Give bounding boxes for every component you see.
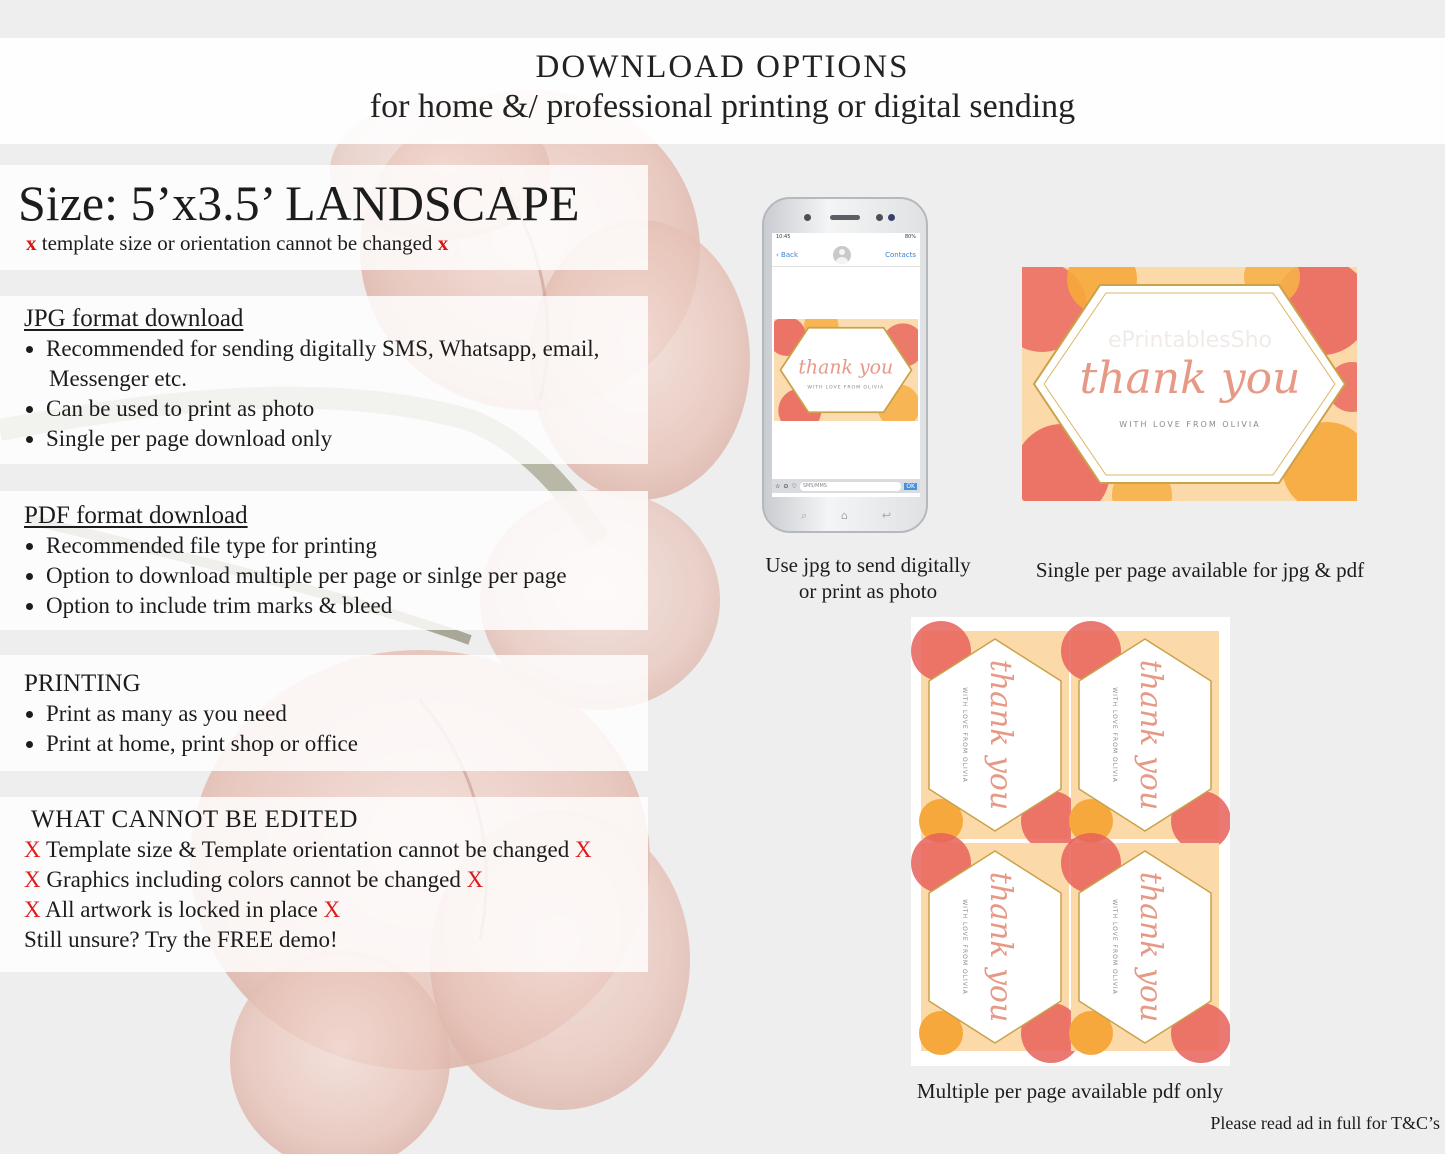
message-input-bar [772, 479, 920, 493]
bullet-icon [26, 573, 33, 580]
printing-section-title: PRINTING [24, 670, 141, 697]
single-card-preview [1022, 267, 1357, 501]
status-battery: 80% [904, 234, 916, 240]
x-icon: X [323, 897, 341, 922]
x-icon: X [24, 897, 41, 922]
list-item: Can be used to print as photo [24, 394, 648, 424]
list-item: Single per page download only [24, 424, 648, 454]
card-script-text: thank you [1079, 353, 1301, 404]
apps-button-icon[interactable]: ⊙ [783, 482, 789, 490]
size-title: Size: 5’x3.5’ LANDSCAPE [18, 175, 580, 231]
camera-button-icon[interactable]: ☆ [775, 482, 781, 490]
bullet-icon [26, 711, 33, 718]
list-item: Print as many as you need [24, 699, 648, 729]
pdf-feature-list [24, 531, 648, 621]
free-demo-note: Still unsure? Try the FREE demo! [24, 927, 338, 952]
list-item: Recommended for sending digitally SMS, Whatsapp, email, [24, 334, 648, 364]
watermark-text: ePrintablesSho [1107, 328, 1273, 353]
phone-bottom-icons [784, 509, 908, 523]
sensor-icon [876, 214, 883, 221]
ok-button[interactable]: OK [906, 482, 915, 490]
x-icon: X [574, 837, 592, 862]
bullet-icon [26, 741, 33, 748]
message-input[interactable]: SMS/MMS [800, 482, 902, 491]
x-icon: X [24, 837, 41, 862]
multi-card-grid [911, 617, 1230, 1066]
home-icon: ⌂ [840, 509, 848, 522]
card-sub-text: WITH LOVE FROM OLIVIA [1119, 420, 1261, 429]
size-note-text: template size or orientation cannot be changed [41, 231, 433, 255]
cannot-edit-panel [0, 797, 648, 972]
search-icon: ⌕ [800, 509, 808, 522]
card-script-text: thank you [798, 356, 894, 379]
cannot-edit-line: X Graphics including colors cannot be changed X [24, 867, 484, 892]
speaker-icon [830, 215, 860, 220]
phone-mockup [762, 197, 928, 533]
list-item-continuation: Messenger etc. [49, 366, 187, 391]
cannot-edit-line: X Template size & Template orientation cannot be changed X [24, 837, 592, 862]
jpg-feature-list [24, 334, 648, 454]
multi-card-sheet-preview [911, 617, 1230, 1066]
avatar [833, 246, 851, 264]
list-item: Recommended file type for printing [24, 531, 648, 561]
multi-card-item [911, 621, 1081, 851]
x-icon: x [26, 231, 37, 255]
status-bar [772, 233, 920, 243]
back-link[interactable]: ‹ Back [776, 250, 799, 259]
pdf-section-title: PDF format download [24, 502, 248, 529]
x-icon: X [24, 867, 41, 892]
message-card-preview [774, 319, 918, 421]
x-icon: x [437, 231, 449, 255]
pdf-panel [0, 491, 648, 630]
terms-note: Please read ad in full for T&C’s [1210, 1113, 1440, 1133]
size-panel [0, 165, 648, 270]
list-item: Option to include trim marks & bleed [24, 591, 648, 621]
svg-text:WITH LOVE FROM OLIVIA: WITH LOVE FROM OLIVIA [961, 687, 968, 783]
heart-button-icon[interactable]: ♡ [791, 482, 797, 490]
jpg-section-title: JPG format download [24, 305, 244, 332]
bullet-icon [26, 603, 33, 610]
status-time: 10:45 [776, 234, 791, 240]
svg-text:thank you: thank you [1133, 871, 1168, 1023]
svg-text:thank you: thank you [1133, 659, 1168, 811]
card-sub-text: WITH LOVE FROM OLIVIA [807, 385, 885, 391]
x-icon: X [466, 867, 484, 892]
back-icon: ↩ [881, 509, 892, 522]
front-camera-icon [888, 214, 895, 221]
page-header [0, 38, 1445, 144]
svg-text:thank you: thank you [983, 871, 1018, 1023]
multi-card-item [911, 833, 1081, 1063]
printing-feature-list [24, 699, 648, 759]
bullet-icon [26, 346, 33, 353]
phone-caption: Use jpg to send digitally or print as photo [765, 553, 971, 603]
svg-text:WITH LOVE FROM OLIVIA: WITH LOVE FROM OLIVIA [1111, 687, 1118, 783]
camera-icon [804, 214, 811, 221]
single-card-caption: Single per page available for jpg & pdf [1035, 558, 1365, 582]
list-item: Print at home, print shop or office [24, 729, 648, 759]
multi-card-caption: Multiple per page available pdf only [916, 1079, 1224, 1103]
jpg-panel [0, 296, 648, 464]
size-note [18, 231, 648, 256]
svg-text:WITH LOVE FROM OLIVIA: WITH LOVE FROM OLIVIA [1111, 899, 1118, 995]
page-subtitle: for home &/ professional printing or digital sending [369, 88, 1076, 125]
bullet-icon [26, 543, 33, 550]
list-item: Option to download multiple per page or sinlge per page [24, 561, 648, 591]
multi-card-item [1061, 621, 1230, 851]
bullet-icon [26, 406, 33, 413]
message-navbar [772, 243, 920, 267]
bullet-icon [26, 436, 33, 443]
multi-card-item [1061, 833, 1230, 1063]
svg-text:WITH LOVE FROM OLIVIA: WITH LOVE FROM OLIVIA [961, 899, 968, 995]
page-title: DOWNLOAD OPTIONS [535, 49, 910, 85]
cannot-edit-line: X All artwork is locked in place X [24, 897, 341, 922]
printing-panel [0, 655, 648, 771]
phone-screen [772, 233, 920, 497]
contacts-link[interactable]: Contacts [885, 250, 916, 259]
cannot-edit-title: WHAT CANNOT BE EDITED [31, 806, 358, 833]
svg-text:thank you: thank you [983, 659, 1018, 811]
